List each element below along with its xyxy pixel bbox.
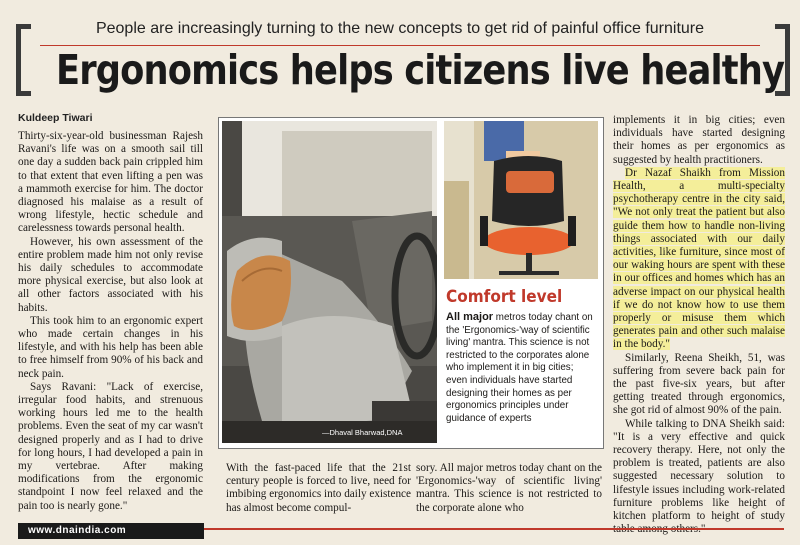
highlighted-quote (613, 167, 785, 352)
caption-text: metros today chant on the 'Ergonomics-'way of scientific living' mantra. This science is not restricted to the corporates alone who implement it in big cities; even individuals have started designing their homes as per ergonomics principles under guidance of experts (446, 312, 593, 424)
chair-illustration (444, 121, 598, 279)
office-chair-photo (444, 121, 598, 279)
photo-credit: —Dhaval Bharwad,DNA (322, 428, 403, 437)
caption-body (446, 311, 596, 425)
article-column-1 (18, 130, 203, 513)
caption-title: Comfort level (446, 287, 563, 307)
car-seat-photo (222, 121, 437, 443)
paragraph: Says Ravani: "Lack of exercise, irregular food habits, and strenuous working hours led me to the health problems. Even the seat of my car wasn't designed properly and as I had to drive for long hours, I had developed a pain in my vertebrae. After making modifications from the ergonomic standpoint I now feel relaxed and the pain too is nearly gone." (18, 380, 203, 512)
caption-lead: All major (446, 311, 494, 323)
car-seat-illustration (222, 121, 437, 443)
bottom-column-1: With the fast-paced life that the 21st century people is forced to live, need for imbibing ergonomics into daily existence has almost become compul- (226, 462, 411, 514)
paragraph: While talking to DNA Sheikh said: "It is a very effective and quick recovery therapy. Here, not only the problem is treated, patients are also suggested necessary solution to lifestyle issues including work-related furniture problems like height of kitchen platform to height of study (613, 417, 785, 523)
paragraph: Thirty-six-year-old businessman Rajesh Ravani's life was on a smooth sail till one day a sudden back pain crippled him to that extent that even lifting a pen was a mammoth exercise for him. The doctor diagnosed his malaise as a result of wrong lifestyle, hectic schedule and carelessness towards personal health. (18, 130, 203, 235)
paragraph: However, his own assessment of the entire problem made him not only revise his daily schedules to accommodate more physical exercise, but also look at all other factors associated with his habits. (18, 235, 203, 314)
footer-rule (204, 528, 784, 530)
kicker-line: People are increasingly turning to the new concepts to get rid of painful office furniture (95, 20, 705, 37)
highlighted-text: Dr Nazaf Shaikh from Mission Health, a multi-specialty psychotherapy centre in the city said, "We not only treat the patient but also guide them how to handle non-living things associated with our daily activities, like furniture, since most of our waking hours are spent with these in our offices and homes which has an adverse impact on our physical health if we do not know how to use them properly or misuse them which generates pain and other such malaise in the body." (613, 166, 785, 351)
paragraph: This took him to an ergonomic expert who made certain changes in his lifestyle, and with his help has been able to free himself from 90% of his back and neck pain. (18, 314, 203, 380)
headline: Ergonomics helps citizens live healthy (56, 46, 785, 94)
footer-site: www.dnaindia.com (28, 525, 127, 536)
bottom-column-2: sory. All major metros today chant on the 'Ergonomics-'way of scientific living' mantra. This science is not restricted to the corporate alone who (416, 462, 602, 514)
byline: Kuldeep Tiwari (18, 112, 93, 124)
paragraph: implements it in big cities; even individuals have started designing their homes as per ergonomics as suggested by health practitioners. (613, 114, 785, 166)
article-column-3 (613, 114, 785, 537)
paragraph: Similarly, Reena Sheikh, 51, was suffering from severe back pain for the past five-six years, but after getting treated through ergonomics, she got rid of almost 90% of the pain. (613, 351, 785, 417)
